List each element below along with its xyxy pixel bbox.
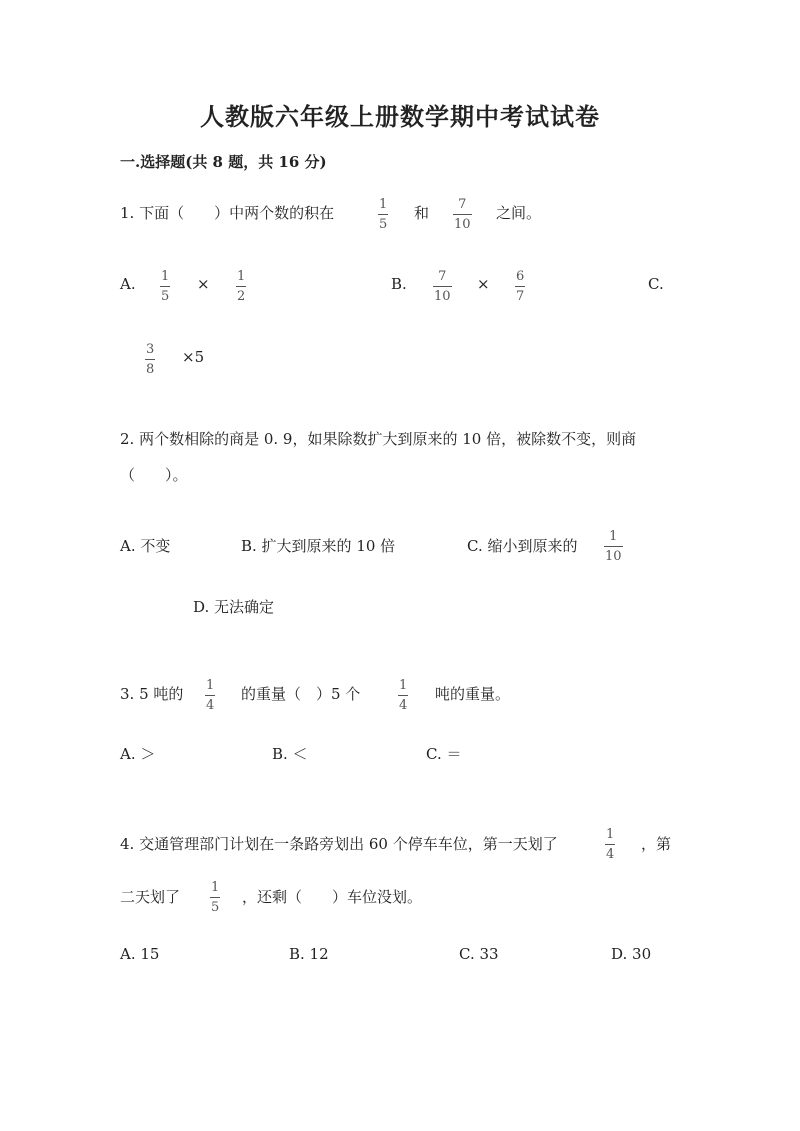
q3-fraction-2-den: 4 <box>398 695 408 712</box>
q2-option-c-fraction-den: 10 <box>604 546 623 563</box>
q4-fraction-1-den: 4 <box>605 844 615 861</box>
q3-fraction-2-num: 1 <box>399 678 408 693</box>
q1-stem-and: 和 <box>414 204 430 222</box>
q4-option-a: A. 15 <box>120 945 160 963</box>
q2-option-c-fraction <box>604 530 623 563</box>
q3-option-c: C. ＝ <box>426 745 462 763</box>
q1-fraction-1 <box>378 198 388 231</box>
q1-option-a-fraction-1 <box>160 270 170 303</box>
q1-option-a-label: A. <box>120 275 136 293</box>
q4-fraction-2-den: 5 <box>210 897 220 914</box>
q1-option-b-fraction-2-num: 6 <box>516 269 525 284</box>
q1-option-c-label: C. <box>648 275 664 293</box>
q1-option-b-fraction-2 <box>515 270 525 303</box>
q2-option-b: B. 扩大到原来的 10 倍 <box>241 537 396 555</box>
q4-option-d: D. 30 <box>611 945 652 963</box>
q3-stem-end: 吨的重量。 <box>435 685 511 703</box>
q3-stem-middle: 的重量（ ）5 个 <box>241 685 361 703</box>
q1-fraction-2-num: 7 <box>458 197 467 212</box>
q4-fraction-1 <box>605 828 615 861</box>
q1-stem-end: 之间。 <box>496 204 542 222</box>
q2-option-d: D. 无法确定 <box>193 598 275 616</box>
q4-stem-start: 4. 交通管理部门计划在一条路旁划出 60 个停车车位，第一天划了 <box>120 835 558 853</box>
q3-option-b: B. ＜ <box>272 745 308 763</box>
q1-stem-start: 1. 下面（ ）中两个数的积在 <box>120 204 335 222</box>
q1-option-b-label: B. <box>391 275 407 293</box>
q3-fraction-1-den: 4 <box>205 695 215 712</box>
q4-fraction-1-num: 1 <box>606 827 615 842</box>
section-heading: 一.选择题(共 8 题，共 16 分) <box>120 153 327 171</box>
q1-option-c-fraction <box>145 343 155 376</box>
q1-option-b-fraction-1-num: 7 <box>438 269 447 284</box>
q2-option-c: C. 缩小到原来的 <box>467 537 578 555</box>
q4-fraction-2 <box>210 881 220 914</box>
q1-option-b-fraction-1-den: 10 <box>433 286 452 303</box>
q3-fraction-1-num: 1 <box>206 678 215 693</box>
q1-option-b-fraction-2-den: 7 <box>515 286 525 303</box>
q4-stem-line-2-start: 二天划了 <box>120 888 181 906</box>
q2-option-a: A. 不变 <box>120 537 171 555</box>
q4-stem-end: ，还剩（ ）车位没划。 <box>242 888 423 906</box>
q1-fraction-1-den: 5 <box>378 214 388 231</box>
q3-stem-start: 3. 5 吨的 <box>120 685 184 703</box>
q1-option-b-times: × <box>477 275 490 293</box>
q1-option-a-fraction-1-num: 1 <box>161 269 170 284</box>
q1-fraction-1-num: 1 <box>379 197 388 212</box>
q1-option-b-fraction-1 <box>433 270 452 303</box>
page-title: 人教版六年级上册数学期中考试试卷 <box>200 102 600 131</box>
q2-option-c-fraction-num: 1 <box>609 529 618 544</box>
q1-fraction-2-den: 10 <box>453 214 472 231</box>
q4-option-c: C. 33 <box>459 945 499 963</box>
q1-option-c-fraction-num: 3 <box>146 342 155 357</box>
q4-fraction-2-num: 1 <box>211 880 220 895</box>
q4-stem-continue: ，第 <box>641 835 672 853</box>
q1-option-a-fraction-2-den: 2 <box>236 286 246 303</box>
q3-fraction-2 <box>398 679 408 712</box>
q2-stem-line-2: （ ）。 <box>120 466 188 484</box>
q1-option-a-fraction-2 <box>236 270 246 303</box>
q1-option-a-times: × <box>197 275 210 293</box>
q4-option-b: B. 12 <box>289 945 329 963</box>
q1-option-a-fraction-2-num: 1 <box>237 269 246 284</box>
q3-fraction-1 <box>205 679 215 712</box>
q1-option-c-rest: ×5 <box>182 348 205 366</box>
q1-option-c-fraction-den: 8 <box>145 359 155 376</box>
q2-stem-line-1: 2. 两个数相除的商是 0. 9，如果除数扩大到原来的 10 倍，被除数不变，则商 <box>120 430 637 448</box>
q1-fraction-2 <box>453 198 472 231</box>
q3-option-a: A. ＞ <box>120 745 156 763</box>
q1-option-a-fraction-1-den: 5 <box>160 286 170 303</box>
